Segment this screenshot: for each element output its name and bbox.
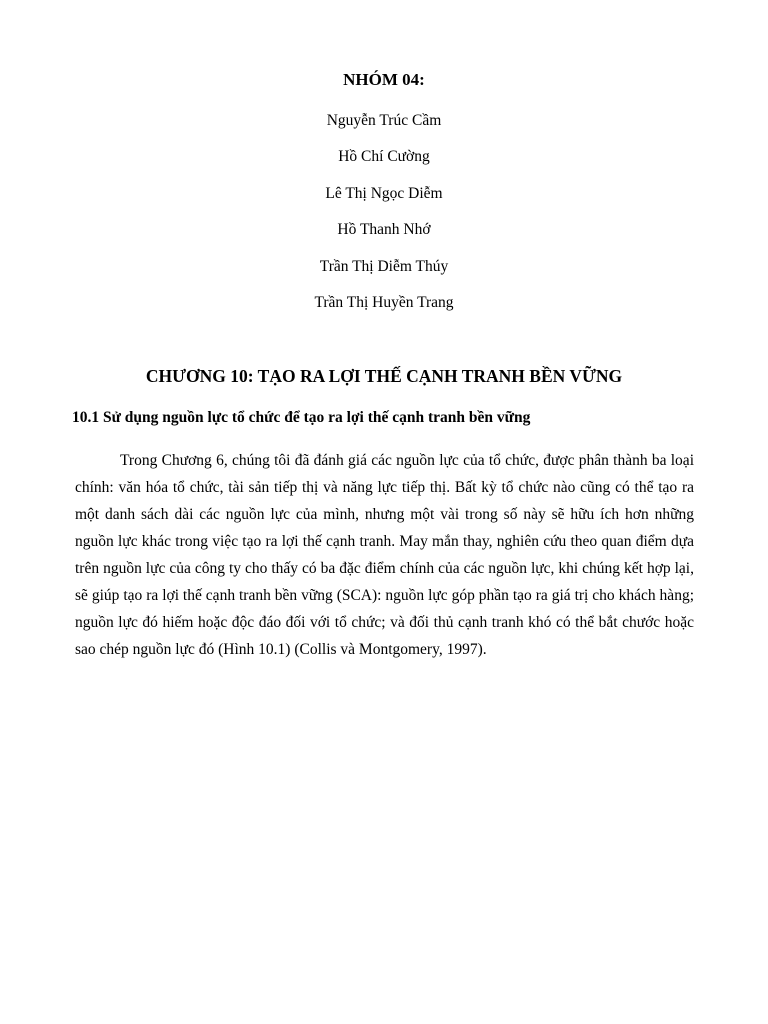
member-list [0,109,768,327]
member-name: Hồ Chí Cường [338,148,430,166]
chapter-title: CHƯƠNG 10: TẠO RA LỢI THẾ CẠNH TRANH BỀN VỮNG [145,366,623,386]
group-title: NHÓM 04: [343,70,425,89]
member-name: Lê Thị Ngọc Diễm [325,184,443,202]
member-name: Nguyễn Trúc Cầm [326,112,442,129]
body-paragraph: Trong Chương 6, chúng tôi đã đánh giá các nguồn lực của tổ chức, được phân thành ba loại chính: văn hóa tổ chức, tài sản tiếp thị và năng lực tiếp thị. Bất kỳ tổ chức nào cũng có thể tạo ra một danh sách dài các nguồn lực của mình, nhưng một vài trong số này sẽ hữu ích hơn những nguồn lực khác trong việc tạo ra lợi thế cạnh tranh. May mắn thay, nghiên cứu theo quan điểm dựa trên nguồn lực của công ty cho thấy có ba đặc điểm chính của các nguồn lực, khi chúng kết hợp lại, sẽ giúp tạo ra lợi thế cạnh tranh bền vững (SCA): nguồn lực góp phần tạo ra giá trị cho khách hàng; nguồn lực đó hiếm hoặc độc đáo đối với tổ chức; và đối thủ cạnh tranh khó có thể bắt chước hoặc sao chép nguồn lực đó (Hình 10.1) (Collis và Montgomery, 1997). [75,452,694,658]
member-name: Trần Thị Diễm Thúy [319,257,449,275]
member-name: Hồ Thanh Nhớ [337,221,431,239]
member-name: Trần Thị Huyền Trang [314,293,454,311]
section-title: 10.1 Sử dụng nguồn lực tổ chức để tạo ra lợi thế cạnh tranh bền vững [72,409,531,426]
